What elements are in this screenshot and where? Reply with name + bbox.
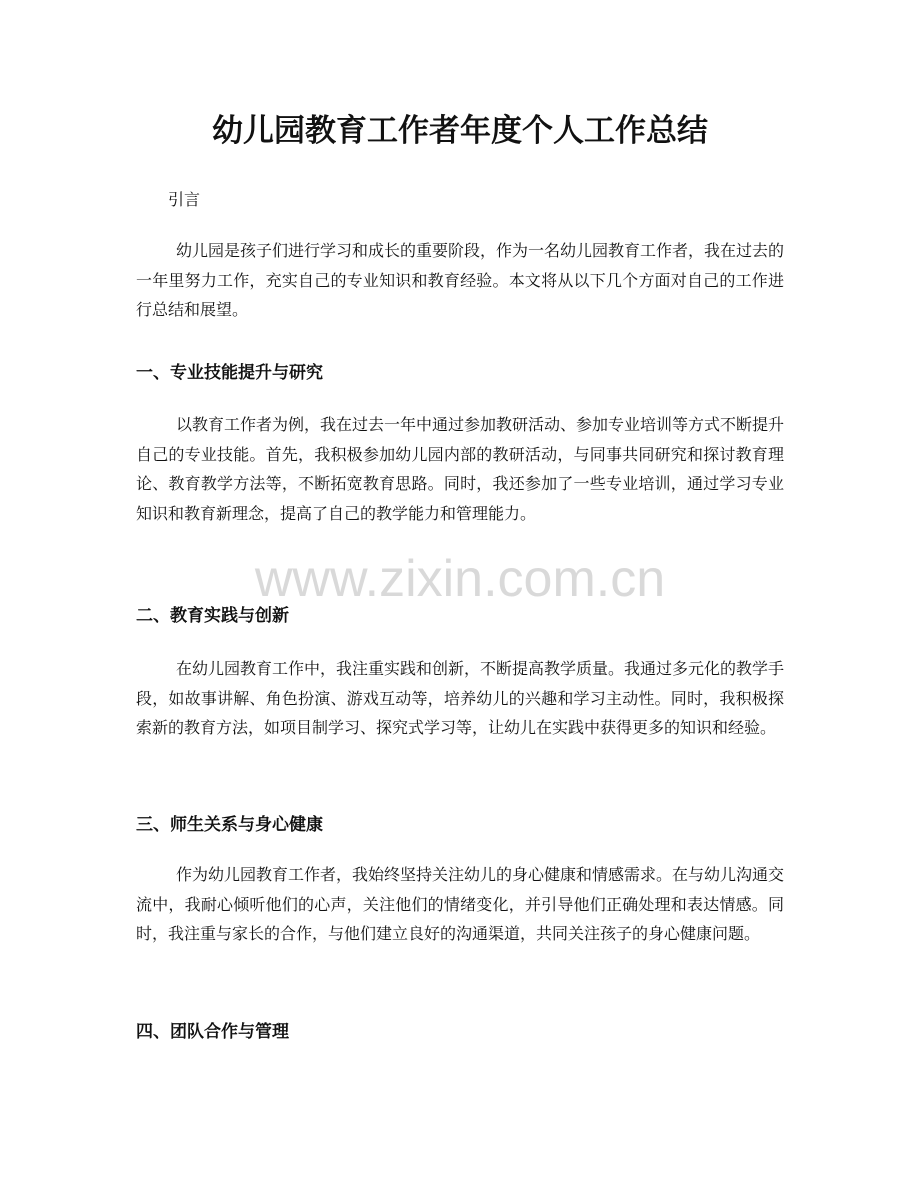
intro-paragraph: 幼儿园是孩子们进行学习和成长的重要阶段，作为一名幼儿园教育工作者，我在过去的一年里努力工作，充实自己的专业知识和教育经验。本文将从以下几个方面对自己的工作进行总结和展望。 — [136, 241, 785, 319]
section-paragraph-2: 在幼儿园教育工作中，我注重实践和创新，不断提高教学质量。我通过多元化的教学手段，如故事讲解、角色扮演、游戏互动等，培养幼儿的兴趣和学习主动性。同时，我积极探索新的教育方法，如项目制学习、探究式学习等，让幼儿在实践中获得更多的知识和经验。 — [136, 659, 785, 737]
section-heading-2: 二、教育实践与创新 — [136, 606, 289, 626]
intro-label: 引言 — [168, 190, 201, 209]
section-heading-4: 四、团队合作与管理 — [136, 1022, 289, 1042]
page-title: 幼儿园教育工作者年度个人工作总结 — [212, 113, 708, 149]
section-paragraph-1: 以教育工作者为例，我在过去一年中通过参加教研活动、参加专业培训等方式不断提升自己的专业技能。首先，我积极参加幼儿园内部的教研活动，与同事共同研究和探讨教育理论、教育教学方法等，不断拓宽教育思路。同时，我还参加了一些专业培训，通过学习专业知识和教育新理念，提高了自己的教学能力和管理能力。 — [136, 415, 785, 523]
watermark: www.zixin.com.cn — [254, 550, 666, 608]
section-heading-1: 一、专业技能提升与研究 — [136, 363, 323, 383]
section-paragraph-3: 作为幼儿园教育工作者，我始终坚持关注幼儿的身心健康和情感需求。在与幼儿沟通交流中，我耐心倾听他们的心声，关注他们的情绪变化，并引导他们正确处理和表达情感。同时，我注重与家长的合作，与他们建立良好的沟通渠道，共同关注孩子的身心健康问题。 — [136, 865, 785, 943]
section-heading-3: 三、师生关系与身心健康 — [136, 815, 323, 835]
